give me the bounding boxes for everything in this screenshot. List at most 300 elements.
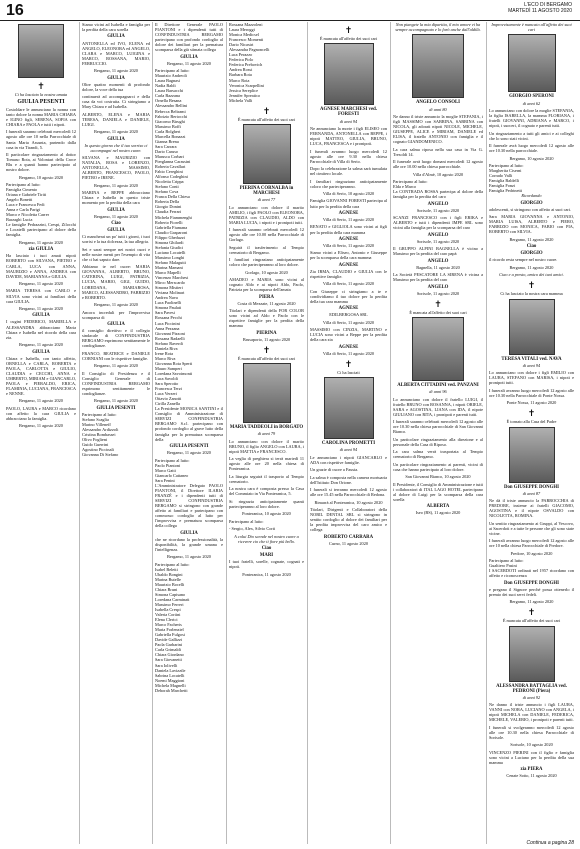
- column-6: [393, 22, 483, 844]
- notice-text: MARINA e BEPPE abbracciano Chiara e Isabella in questo triste momento per la perdita della cara: [82, 190, 150, 206]
- paper-name: L'ECO DI BERGAMO: [524, 2, 572, 8]
- deceased-age: di anni 62: [522, 100, 541, 106]
- participants-list: [489, 163, 574, 193]
- column-3: [155, 22, 223, 844]
- list-item: Nadia Baldi: [155, 83, 176, 89]
- list-item: Marco Mapelli: [155, 270, 181, 276]
- notice-place: Villa di Serio, 11 agosto 2020: [322, 350, 375, 356]
- list-item: Gabriella Fiumana: [155, 224, 188, 230]
- list-item: Alessandro Ardizzoli: [82, 426, 119, 432]
- deceased-name: ALBERTA CITTADINI ved. PANZANI: [397, 383, 479, 389]
- notice-name: PIERINA: [256, 330, 277, 336]
- list-item: Alessandro Bellini: [155, 103, 188, 109]
- list-item: Margherita Ciserni: [489, 168, 522, 173]
- notice-text: Sei e sarai sempre nei nostri cuori e nelle nostre menti per l'esempio di vita che ci hai saputo dare.: [82, 246, 150, 262]
- cross-icon: ✝: [344, 358, 353, 369]
- list-item: Deborah Marchetti: [155, 687, 188, 693]
- notice-text: Il GRUPPO ALPINI BAGNELLA è vicino a Massimo per la perdita del caro papà: [393, 246, 483, 257]
- notice-place: Bergamo, 10 agosto 2020: [509, 155, 554, 161]
- list-item: Jennifer Spreatico: [229, 92, 261, 98]
- list-item: Giovanni Pizzoni: [155, 330, 185, 336]
- list-item: Stefano Scaglia: [82, 416, 109, 422]
- list-item: Marco Rota: [229, 77, 250, 83]
- list-item: Marco e Nicoletta Carrer: [6, 212, 50, 218]
- notice-text: Il Consiglio di Presidenza e il Consiglio Generale di CONFINDUSTRIA BERGAMO esprimono sentitamente le condoglianze.: [82, 370, 150, 396]
- list-item: Laura Bagnasi: [155, 78, 180, 84]
- notice-text: Lo annunciano con dolore la moglie STEFANIA, la figlia ISABELLA, la mamma FLORIANA, i fratelli GIOVANNI, ADRIANA e MARCO, i nipoti, i suoceri, il cognato e parenti tutti.: [489, 107, 574, 129]
- list-item: Simona Paulati: [155, 305, 182, 311]
- list-item: Giorgio Donini: [155, 204, 182, 210]
- portrait-photo: [412, 34, 464, 98]
- list-item: Barzaghi Lucia: [6, 217, 33, 223]
- notice-name: ROBERTO CARRARA: [323, 534, 374, 540]
- list-item: Daniela Lavizzile: [155, 667, 186, 673]
- cross-icon: ✝: [527, 607, 536, 618]
- notice-place: Ponteranica, 10 agosto 2020: [242, 511, 291, 517]
- notice-text: I tuoi fratelli, sorelle, cognate, cognati e nipoti.: [229, 559, 304, 570]
- list-item: Fabio Cereghini: [155, 169, 183, 175]
- notice-text: L'Amministratore Delegato PAOLO PIANTONI, il Direttore ILARIA FRANZÈ e i dipendenti tutti di SERVIZI CONFINDUSTRIA BERGAMO si stringono con grande affetto ai familiari e partecipano con commosso cordoglio al lutto per l'improvvisa e prematura scomparsa della collega: [155, 482, 223, 529]
- list-item: Cristina Bombassei: [82, 431, 116, 437]
- notice-name: ANGELO: [427, 284, 449, 290]
- participants-list: [155, 458, 223, 483]
- list-item: Stefano Cova: [155, 189, 179, 195]
- notice-text: Ci mancherai un po' tutti i giorni, i tuoi sorrisi e la tua dolcezza, la tua allegria.: [82, 234, 150, 245]
- list-item: Famiglia Cimento: [6, 187, 38, 193]
- notice-text: EDILBERGOSA SRL: [329, 312, 368, 318]
- notice-text: Ancora increduli per l'improvvisa scomparsa di: [82, 309, 150, 320]
- notice-place: Costa di Mezzate, 11 agosto 2020: [237, 300, 296, 306]
- notice-text: I funerali saranno celebrati mercoledì 12 agosto alle ore 10 nella Parrocchiale di Santa Maria Assunta, partendo dalla casa in via Tirandi, 5.: [6, 129, 76, 150]
- notice-place: Bergamo, 11 agosto 2020: [509, 264, 554, 270]
- list-item: Marina Mamani: [155, 264, 183, 270]
- notice-place: Bergamo, 11 agosto 2020: [19, 398, 63, 404]
- list-item: Giancarlo Cattaneo: [155, 472, 189, 478]
- notice-text: Dopo la celebrazione la salma sarà tumulata nel cimitero locale.: [310, 166, 387, 177]
- list-item: Davide Gallizzi: [155, 637, 183, 643]
- list-item: Pierglanna Carassini: [155, 159, 191, 164]
- list-item: Federica Prebovich: [229, 62, 263, 68]
- notice-place: Bergamo, 11 agosto 2020: [167, 450, 211, 456]
- notice-text: Ne danno il triste annuncio i figli LAURA, VANNI con NORA, LUCIANO con ANGELA, i nipoti MICHELA con DANIELE, FEDERICA, MICHELE, VALERIO, i pronipoti e parenti tutti.: [489, 702, 574, 723]
- notice-text: Chiara e Isabella, con tanto affetto, ORNELLA e CARLA, ROBERTA e PAOLA, CARLOTTA e GIULIO, CLAUDIA e CECCHI, ANNA e UMBERTO, MIRIAM e GIANCARLO, PAOLA e PIERALDO, ERICA, FLAMINIA, LUCIANA, FRANCESCA e NENNE.: [6, 355, 76, 396]
- notice-text: I funerali avranno luogo mercoledì 12 agosto alle ore 9.30 nella chiesa Parrocchiale di Villa di Serio.: [310, 148, 387, 164]
- notice-text: Siamo vicini a Eliseo, Antonio e Giuseppe per la scomparsa della cara mamma: [310, 250, 387, 261]
- notice-name: AGNESE: [338, 262, 359, 268]
- notice-text: SCANZI FRANCESCO con i figli ERIKA e ALBERTO e tutti i dipendenti IMPE SRL sono vicini alla famiglia per la scomparsa del caro: [393, 215, 483, 231]
- notice-text: Un grazie di cuore a Fausta.: [310, 467, 359, 473]
- cross-icon: ✝: [527, 408, 536, 419]
- list-item: Famiglia Baldelli: [489, 178, 519, 184]
- list-item: Jessica Sereplice: [229, 87, 258, 93]
- deceased-name: GIORGIO SPERONI: [509, 94, 554, 100]
- column-divider: [226, 22, 227, 844]
- list-item: Maria Forlenziel: [155, 627, 184, 633]
- portrait-photo: [18, 24, 64, 78]
- notice-place: Cenate Sotto, 11 agosto 2020: [506, 773, 557, 779]
- list-item: Isabel Beletti: [155, 566, 178, 572]
- notice-name: GIULIA: [107, 34, 125, 40]
- list-item: Luca Verzeri: [155, 391, 177, 397]
- column-divider: [390, 22, 391, 844]
- portrait-photo: [412, 317, 464, 381]
- notice-name: GIULIA: [32, 349, 50, 355]
- notice-place: Bergamo, 11 agosto 2020: [509, 599, 554, 605]
- portrait-photo: [508, 34, 556, 92]
- list-item: Roberta Della: [155, 199, 179, 205]
- list-item: Luciano Locatelli: [155, 249, 186, 255]
- cross-icon: ✝: [527, 280, 536, 291]
- list-item: Sara Fenini: [155, 477, 175, 483]
- list-item: Rossana Pecchi: [155, 315, 182, 321]
- notice-place: Bergamo, 11 agosto 2020: [509, 236, 554, 242]
- notice-text: È mancata all'affetto dei suoi cari: [237, 116, 296, 122]
- notice-name: Don GIUSEPPE DONGHI: [504, 580, 559, 586]
- deceased-age: di anni 94: [339, 447, 358, 453]
- column-divider: [486, 22, 487, 844]
- deceased-name: ANGELO CONSOLI: [415, 100, 461, 106]
- column-5: [310, 22, 387, 844]
- notice-place: Villa di Serio, 11 agosto 2020: [322, 319, 375, 325]
- notice-place: Bergamo, 11 agosto 2020: [94, 363, 138, 369]
- notice-place: Bergamo, 11 agosto 2020: [167, 60, 211, 66]
- list-item: Daniela Riva: [155, 345, 178, 351]
- notice-place: Bergamo, 11 agosto 2020: [19, 342, 63, 348]
- notice-place: Ponte Nossa, 11 agosto 2020: [506, 400, 557, 406]
- notice-text: I familiari ringraziano anticipatamente coloro che parteciperanno.: [310, 178, 387, 189]
- notice-place: Villa di Serio, 10 agosto 2020: [322, 191, 375, 197]
- list-header: Partecipano al lutto:: [489, 558, 524, 564]
- participants-list: [82, 412, 150, 457]
- deceased-name: GIULIA PESENTI: [17, 99, 65, 106]
- list-item: Claudia Ferrari: [155, 209, 182, 215]
- notice-text: I SACERDOTI ordinati nel 1957 ricordano con affetto e riconoscenza: [489, 568, 574, 579]
- list-item: Giacomo Birughi: [155, 118, 185, 124]
- notice-text: PAOLO, LAURA e MARCO ricordano con affetto la cara GIULIA e abbracciano la famiglia.: [6, 405, 76, 421]
- list-item: Luca Perazzo: [229, 52, 253, 58]
- column-divider: [307, 22, 308, 844]
- notice-place: Bergamo, 11 agosto 2020: [94, 129, 138, 135]
- list-item: Laura Barsacchi: [155, 88, 184, 94]
- page-header: [0, 0, 580, 21]
- notice-text: ANTONELLA ed IVO, ELENA ed ANGELO, ELEONORA ed ANGELO, CLARA e MARCO, LUIGINA e MARCO, ROSSANA, MARIO, FERRUCCIO.: [82, 40, 150, 66]
- notice-text: Un particolare ringraziamento ai parenti, vicini di casa che hanno partecipato al loro dolore.: [393, 461, 483, 472]
- list-item: Oriana e Gabriele Tiriti: [6, 192, 47, 198]
- cross-icon: ✝: [434, 298, 442, 309]
- notice-text: VINCENZO PIERINI con il figlio e famiglia sono vicini a Luciano per la perdita della sua mamma: [489, 749, 574, 765]
- list-item: Loredana Savoimonti: [155, 370, 193, 376]
- notice-place: Sorisole, 11 agosto 2020: [416, 238, 460, 244]
- deceased-name: ALESSANDRA BATTAGLIA ved. PEDRONI (Piera): [496, 683, 567, 694]
- notice-text: La liturgia seguirà il trasporto al Tempio crematorio.: [229, 473, 304, 484]
- list-item: Dario Nicastri: [229, 42, 254, 48]
- list-item: Marina Butelle: [155, 576, 181, 582]
- notice-place: Predore, 10 agosto 2020: [510, 550, 553, 556]
- notice-place: Sorisole, 10 agosto 2020: [510, 742, 553, 748]
- notice-text: Il particolare ringraziamento al dottor Tomaso Rota, ai Volontari della Croce Blu e a quanti hanno partecipato al nostro dolore.: [6, 152, 76, 173]
- list-item: Michela Fiammenghi: [155, 214, 192, 220]
- notice-text: È mancata all'affetto dei suoi cari: [319, 36, 378, 41]
- list-item: Famiglia Fonzi: [489, 183, 516, 189]
- list-item: Carla Bazzana: [155, 93, 180, 99]
- list-item: Guido Guerrini: [82, 441, 109, 447]
- notice-place: Bergamo, 11 agosto 2020: [19, 281, 63, 287]
- list-item: Carla Grimaldi: [155, 647, 181, 653]
- notice-text: La cara salma verrà trasportata al Tempio crematorio di Bergamo.: [393, 449, 483, 460]
- list-item: Simona Ghilardi: [155, 239, 184, 245]
- list-item: Gualtiero Pasini: [489, 563, 517, 569]
- notice-text: I familiari ringraziano anticipatamente coloro che parteciperanno al loro dolore.: [229, 257, 304, 268]
- list-item: Sara Iolivelli: [155, 662, 178, 668]
- list-item: Sara Sperotto: [155, 381, 179, 387]
- notice-name: GIORGIO: [520, 251, 543, 257]
- list-item: Alfonso Codeghini: [155, 174, 188, 180]
- list-item: Sara Carrara: [155, 143, 177, 149]
- notice-name: AGNESE: [338, 344, 359, 350]
- list-item: Mirco Merscardo: [155, 280, 185, 286]
- notice-text: La cara salma riposa nella sua casa in Via G. Tresoldi 14.: [393, 146, 483, 157]
- list-item: Maurizio Bocelli: [155, 581, 185, 587]
- deceased-age: di anni 87: [522, 490, 541, 496]
- notice-text: Il Presidente, il Consiglio di Amministrazione e tutti i collaboratori di ITAL LAGO HOTEL partecipano al dolore di Luigi per la scomparsa della cara sorella: [393, 481, 483, 502]
- participants-list: [489, 558, 574, 568]
- deceased-age: di anni 79: [257, 431, 276, 437]
- list-item: Agostino Piccinali: [82, 446, 114, 452]
- list-item: Gabriella Fulgosi: [155, 632, 185, 638]
- notice-place: Villa d'Almè, 10 agosto 2020: [412, 171, 464, 177]
- notice-text: È mancata all'affetto dei suoi cari: [502, 618, 561, 624]
- column-7: [489, 22, 574, 844]
- deceased-name: AGNESE MARCHESI ved. FORESTI: [320, 107, 377, 118]
- notice-text: RENATO e GIGLIOLA sono vicini ai figli per la perdita della cara mamma: [310, 224, 387, 235]
- list-item: Stefania Giudici: [155, 244, 184, 250]
- notice-text: Sara MARIA GIOVANNA e ANTONIO, MARIA LUISA, ALBERTO e PIERO, FABRIZIO con MONICA, FABIO con PIA, ROBERTO con SILVIA.: [489, 214, 574, 235]
- deceased-name: CAROLINA PROMETTI: [321, 441, 376, 447]
- notice-place: Curno, 11 agosto 2020: [329, 540, 368, 546]
- list-item: Stefano Malagutti: [155, 259, 186, 265]
- list-item: Federica Pirlo: [229, 57, 254, 63]
- list-item: Luca Paolinelli: [155, 300, 182, 306]
- notice-text: Improvvisamente è mancato all'affetto dei suoi cari: [491, 22, 572, 33]
- list-item: Noemi Maggioni: [155, 677, 185, 683]
- deceased-age: di anni 96: [429, 389, 447, 395]
- notice-text: I funerali avranno luogo mercoledì 12 agosto alle ore 10.30 nella Parrocchiale di Ponte Nossa.: [489, 387, 574, 398]
- deceased-name: MARIA TADDEOLI in BORGATO: [229, 425, 304, 431]
- notice-text: Lo annunciano con dolore il fratello LUIGI, il fratello BRUNO con ROSANNA, i nipoti ORIELE, SARA e AGOSTINA, LIANA con IDA, il nipote GIULIANO con RITA, i pronipoti e parenti tutti.: [393, 396, 483, 417]
- notice-place: Bergamo, 10 agosto 2020: [18, 174, 64, 180]
- notice-text: e pregano il Signore perché possa ottenerlo il premio dei suoi servi fedeli.: [489, 586, 574, 597]
- notice-name: GIULIA PESENTI: [96, 405, 136, 411]
- notice-text: È tornato alla Casa del Padre: [506, 419, 557, 425]
- notice-text: Le annunciano i nipoti GIANCARLO e ADA con rispettive famiglie.: [310, 454, 387, 465]
- notice-text: - Sergio, Alex, Silvio Corti: [229, 526, 276, 532]
- list-item: Simona Capisano: [155, 591, 186, 597]
- notice-place: Bergamo, 11 agosto 2020: [19, 239, 63, 245]
- list-item: Elena Clerici: [155, 617, 178, 623]
- notice-name: GIULIA: [107, 136, 125, 142]
- list-item: Stefano Raverdi: [155, 340, 183, 346]
- notice-text: Ne danno il triste annuncio la moglie STEFANIA, i figli MASSIMO con SABRINA, SABRINA con NICOLA, gli adorati nipoti NICOLE, MICHELE, GIUSEPPE, ALICE e MIRIAM, DANIELE ed ELISA, il fratello ANTONIO con famiglia e il cognato GIANDOMENICO.: [393, 113, 483, 145]
- list-item: Vincenzo Marchesi: [155, 275, 189, 281]
- list-header: Partecipano al lutto:: [155, 457, 190, 463]
- notice-text: Ciao e a presto, amico dei tuoi amici.: [499, 272, 564, 278]
- notice-name: ANGELO: [427, 232, 449, 238]
- list-header: Partecipano al lutto:: [6, 182, 41, 188]
- notice-text: Un particolare ringraziamento alla direzione e al personale della Casa di Riposo.: [393, 436, 483, 447]
- notice-name: zia PIERA: [520, 767, 543, 773]
- list-item: Rebecca Beltrami: [155, 108, 186, 114]
- notice-name: GIULIA: [107, 228, 125, 234]
- paper-date: MARTEDÌ 11 AGOSTO 2020: [508, 8, 572, 14]
- notice-place: Bergamo, 11 agosto 2020: [94, 182, 138, 188]
- list-item: Barbara Rota: [229, 72, 252, 78]
- notice-name: Ciao: [111, 221, 121, 227]
- list-item: Marco Facheris: [155, 622, 182, 628]
- list-item: Chiara Giordano: [155, 652, 184, 658]
- list-item: Anna e Carla Parigi: [6, 207, 41, 213]
- deceased-age: di anni 94: [522, 362, 541, 368]
- participants-list: [155, 562, 223, 693]
- notice-text: Un sentito ringraziamento ai Gruppi, al Vescovo, ai Sacerdoti e a tutte le persone che gli sono state vicine.: [489, 520, 574, 536]
- notice-place: Brusaporto, 11 agosto 2020: [242, 336, 291, 342]
- notice-text: A colui Dio scende nel nostro cuore a ricevere cio che ti fiore più bello.: [234, 533, 299, 544]
- column-4: [229, 22, 304, 844]
- list-item: Elda e Marco: [393, 184, 417, 190]
- list-item: Sara Pavesi: [155, 310, 175, 316]
- notice-name: AGNESE: [338, 236, 359, 242]
- notice-text: La CONTRADA ROSSA partecipa al dolore della famiglia per la perdita del caro: [393, 189, 483, 200]
- deceased-name: TERESA VITALI ved. NAVA: [501, 356, 562, 362]
- notice-text: Si ringrazia anticipatamente quanti parteciperanno al loro dolore.: [229, 498, 304, 509]
- list-item: Fabrizio Bertocchi: [155, 113, 188, 119]
- notice-place: Bergamo, 11 agosto 2020: [94, 302, 138, 308]
- list-item: Massimo Longhi: [155, 254, 185, 260]
- notice-text: È mancata all'affetto dei suoi cari: [409, 309, 467, 315]
- list-item: Paolo Piantoni: [155, 462, 181, 468]
- list-item: Roberta Cavallari: [155, 164, 186, 170]
- column-divider: [152, 22, 153, 844]
- portrait-photo: [243, 124, 291, 184]
- notice-place: Bergamo, 11 agosto 2020: [94, 68, 138, 74]
- notice-text: I funerali saranno celebrati mercoledì 12 agosto alle ore 10.30 nella chiesa parrocchiale di San Giovanni Bianco.: [393, 419, 483, 435]
- notice-text: Ne dà il triste annuncio la PARROCCHIA di PREDORE, insieme ai fratelli GIACOMO, AGOSTINA e il nipote OSVALDO con NICOLETTA, ROMINA.: [489, 498, 574, 519]
- notice-place: Bergamo, 11 agosto 2020: [19, 423, 63, 429]
- portrait-photo: [324, 377, 374, 439]
- notice-text: I funerali si terranno mercoledì 12 agosto alle ore 15.45 nella Parrocchiale di Redona.: [310, 487, 387, 498]
- list-header: Partecipano al lutto:: [82, 411, 117, 417]
- list-item: Nicoletta Crippa: [155, 179, 184, 185]
- notice-name: GIULIA: [180, 54, 198, 60]
- list-item: Dario Caruso: [155, 148, 179, 154]
- list-item: Filippo Gheduzzi: [155, 234, 185, 240]
- notice-text: La salma è composta nella camera mortuaria dell'Istituto Don Orione.: [310, 474, 387, 485]
- list-item: Massimo Ferreri: [155, 601, 184, 607]
- column-1: [6, 22, 76, 844]
- notice-text: La veglia di preghiera si terrà martedì 11 agosto alle ore 20 nella chiesa di Ponteranica.: [229, 456, 304, 472]
- notice-place: Gorlago, 10 agosto 2020: [245, 269, 288, 275]
- notice-place: Sorisole, 11 agosto 2020: [416, 207, 460, 213]
- list-header: Partecipano al lutto:: [155, 68, 190, 74]
- notice-text: che ne ricordano la professionalità, la disponibilità, la grande umana e l'intelligenza.: [155, 536, 223, 552]
- notice-name: GIULIA PESENTI: [169, 444, 209, 450]
- notice-place: San Giovanni Bianco, 10 agosto 2020: [405, 474, 471, 480]
- list-item: Sabrina Locatelli: [155, 672, 185, 678]
- notice-text: Ne annunciano la morte i figli ELISEO con FERNANDA, ANTONELLA con BEPPE, i nipoti MATTEO, GIULIA, BRUNO, LUCA, FRANCESCA e i pronipoti.: [310, 125, 387, 147]
- deceased-name: PIERINA CORNALBA in MARCHESI: [239, 186, 294, 197]
- notice-name: GIULIA: [107, 207, 125, 213]
- cross-icon: ✝: [344, 25, 353, 35]
- notice-name: PIERA: [259, 294, 274, 300]
- notice-text: AMADEO e MARIA sono vicini al cognato Aldo e ai nipoti Aldo, Paolo, Patrizia per la scomparsa dell'amata: [229, 277, 304, 293]
- notice-name: GIULIA: [107, 75, 125, 81]
- deceased-age: di anni 77: [257, 197, 276, 203]
- notice-text: Abbiamo te nel cuore: MARIA GIOVANNA, ALBERTO, BRUNO, CATERINA, LUIGI, PATRIZIA, LUCIA, MARIO, GIGI, GUIDO, LOREDANA, MARIAROSA, MARCO, ALESSANDRO, FABRIZIO e ROBERTO.: [82, 264, 150, 300]
- list-item: Claudio Gasparoni: [155, 229, 188, 235]
- list-item: Maurizio Andreoli: [155, 73, 187, 79]
- deceased-age: di anni 94: [339, 118, 358, 124]
- participants-list: [229, 22, 304, 103]
- list-item: Sara Giovanetti: [155, 657, 182, 663]
- notice-text: I funerali avranno luogo mercoledì 12 agosto alle ore 10 nella chiesa Parrocchiale di Predore.: [489, 538, 574, 549]
- notice-name: AGNESE: [338, 306, 359, 312]
- participants-list: [6, 182, 76, 222]
- list-item: Angelo Bonetti: [6, 197, 33, 203]
- notice-name: ANGELO: [427, 201, 449, 207]
- list-item: Chiara Bruni: [155, 586, 178, 592]
- list-item: Rossana Mazzoleni: [229, 22, 263, 27]
- list-item: Alessandra Pagnoncelli: [229, 47, 270, 53]
- notice-name: GIULIA: [107, 321, 125, 327]
- notice-text: La Presidente MONICA SANTINI e il Consiglio di Amministrazione di SERVIZI CONFINDUSTRIA BERGAMO S.r.l. partecipano con profondo cordoglio al grave lutto della famiglia per la prematura scomparsa della: [155, 406, 223, 442]
- portrait-photo: [509, 626, 555, 682]
- notice-name: GIULIA: [180, 530, 198, 536]
- list-item: Marco Gatti: [155, 467, 176, 473]
- notice-text: La Società PESCATORE LA SIRENA è vicina a Massimo per la perdita del caro: [393, 272, 483, 283]
- notice-place: Bergamo, 11 agosto 2020: [94, 398, 138, 404]
- notice-text: I cugini FEDERICO, MARIELLA e ALESSANDRA abbracciano Maria Chiara e Isabella nel ricordo della cara zia.: [6, 319, 76, 340]
- notice-text: In questo giorno che il tuo sorriso ci accompagni nel nostro cuore.: [84, 142, 148, 153]
- notice-place: Ponteranica, 11 agosto 2020: [242, 571, 291, 577]
- notice-text: continuerà ad accompagnarci e della casa da voi costruita. Ci stringiamo a Mary Chiara e ad Isabella.: [82, 94, 150, 110]
- notice-text: FRANCO, BEATRICE e DANIELE CORNIANI con le rispettive famiglie.: [82, 350, 150, 361]
- list-header: Partecipano al lutto:: [489, 162, 524, 168]
- list-item: Cirilla Zanella: [155, 401, 180, 407]
- notice-place: Iseo (BS), 11 agosto 2020: [415, 510, 461, 516]
- list-item: Rossana Radaelli: [155, 335, 185, 341]
- list-header: Partecipano al lutto:: [155, 561, 190, 567]
- portrait-photo: [509, 427, 555, 483]
- notice-text: La nostra cara è composta presso la Casa del Commiato in Via Ponteranica, 5.: [229, 486, 304, 497]
- list-item: Giovanna Rota Sperti: [155, 360, 193, 366]
- continued-note: Continua a pagina 28: [526, 840, 574, 846]
- list-item: Irene Rota: [155, 350, 174, 356]
- notice-text: Zia IRMA, CLAUDIO e GIULIA con le rispettive famiglie.: [310, 268, 387, 279]
- notice-place: Villa di Serio, 11 agosto 2020: [322, 217, 375, 223]
- list-item: Famiglia Pedrinetti: [489, 188, 523, 194]
- list-item: Andrea Rossi: [229, 67, 253, 73]
- cross-icon: ✝: [37, 81, 45, 91]
- notice-text: adolescenti, si stringono con affetto ai suoi cari.: [489, 206, 572, 212]
- notice-name: ANGELO: [427, 258, 449, 264]
- list-item: Roberto Fiorelli: [155, 219, 183, 225]
- participants-list: [393, 179, 483, 189]
- list-item: Luca e Francesca Fedi: [6, 202, 45, 208]
- list-item: Veronica Scarpellini: [229, 82, 264, 88]
- list-item: Francesca Terzi: [155, 386, 182, 392]
- cross-icon: ✝: [262, 105, 271, 116]
- notice-place: Bergamo, 11 agosto 2020: [19, 306, 63, 311]
- notice-text: Titolari e dipendenti della FOR COLOR sono vicini ad Aldo e Paolo con le rispettive famiglie per la perdita della mamma: [229, 308, 304, 329]
